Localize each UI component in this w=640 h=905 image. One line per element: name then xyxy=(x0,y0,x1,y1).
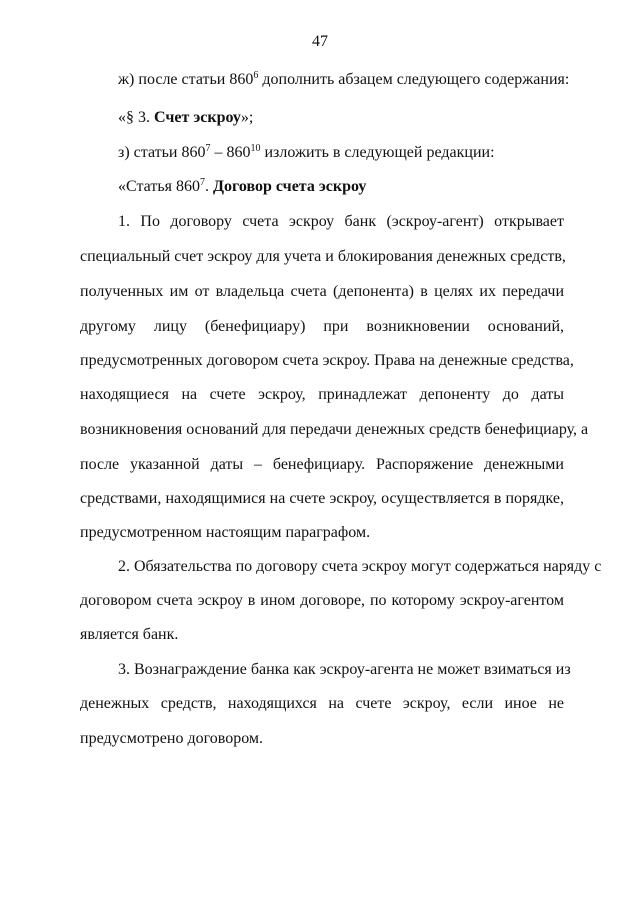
para3-line: 3. Вознаграждение банка как эскроу-агента не может взиматься из xyxy=(118,661,571,678)
para1-line: после указанной даты – бенефициару. Распоряжение денежными xyxy=(80,456,564,473)
para2-line: является банк. xyxy=(80,626,179,643)
superscript: 6 xyxy=(253,70,259,81)
text-run: дополнить абзацем следующего содержания: xyxy=(258,71,570,88)
article-heading xyxy=(118,177,366,197)
para2-line: договором счета эскроу в ином договоре, по которому эскроу-агентом xyxy=(80,592,564,609)
text-run: . xyxy=(204,178,213,195)
superscript: 10 xyxy=(250,143,261,154)
page-number: 47 xyxy=(312,33,328,50)
para1-line: предусмотренных договором счета эскроу. Права на денежные средства, xyxy=(80,352,574,369)
article-title: Договор счета эскроу xyxy=(212,178,367,195)
superscript: 7 xyxy=(199,177,205,188)
para1-line: другому лицу (бенефициару) при возникновении оснований, xyxy=(80,318,564,335)
para1-line: полученных им от владельца счета (депонента) в целях их передачи xyxy=(80,283,564,300)
para1-line: средствами, находящимися на счете эскроу, осуществляется в порядке, xyxy=(80,490,564,507)
para2-line: 2. Обязательства по договору счета эскроу могут содержаться наряду с xyxy=(118,558,602,575)
para1-line: возникновения оснований для передачи денежных средств бенефициару, а xyxy=(80,421,589,438)
amendment-line-z xyxy=(118,143,495,163)
section-heading xyxy=(118,108,253,128)
text-run: изложить в следующей редакции: xyxy=(260,144,495,161)
para1-line: предусмотренном настоящим параграфом. xyxy=(80,524,371,541)
para1-line: находящиеся на счете эскроу, принадлежат депоненту до даты xyxy=(80,386,564,403)
text-run: «§ 3. xyxy=(118,109,154,126)
text-run: ж) после статьи 860 xyxy=(118,71,254,88)
para3-line: предусмотрено договором. xyxy=(80,730,264,747)
text-run: з) статьи 860 xyxy=(118,144,206,161)
text-run: «Статья 860 xyxy=(118,178,200,195)
para1-line: 1. По договору счета эскроу банк (эскроу-агент) открывает xyxy=(118,213,564,230)
text-run: »; xyxy=(240,109,254,126)
text-run: – 860 xyxy=(210,144,251,161)
section-title: Счет эскроу xyxy=(154,109,241,126)
superscript: 7 xyxy=(205,143,211,154)
amendment-line-zh xyxy=(118,70,569,90)
para1-line: специальный счет эскроу для учета и блокирования денежных средств, xyxy=(80,248,566,265)
para3-line: денежных средств, находящихся на счете эскроу, если иное не xyxy=(80,695,564,712)
